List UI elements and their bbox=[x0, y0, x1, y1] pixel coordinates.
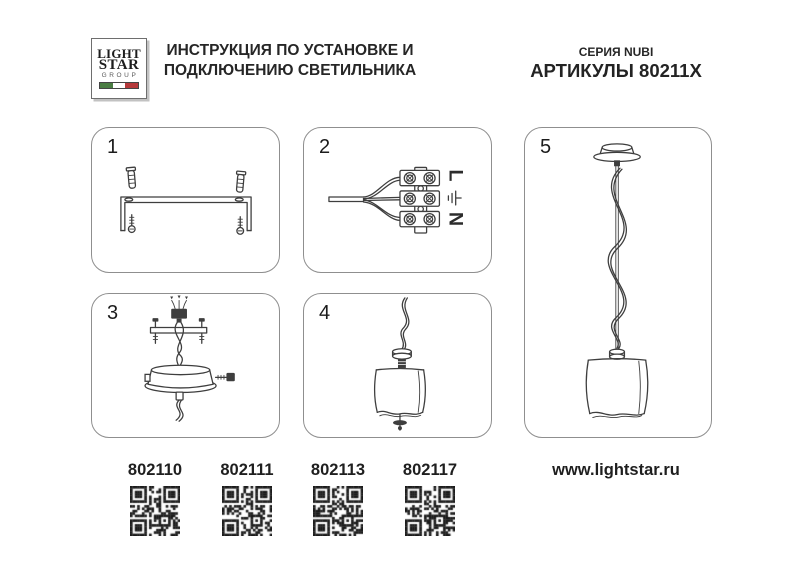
qr-code bbox=[130, 486, 180, 536]
suspension-cable bbox=[608, 166, 626, 349]
terminal-block bbox=[400, 167, 439, 233]
title-line-2: ПОДКЛЮЧЕНИЮ СВЕТИЛЬНИКА bbox=[163, 61, 417, 79]
step-panel-2 bbox=[303, 127, 492, 273]
page-title bbox=[159, 41, 421, 80]
lamp-shade bbox=[586, 359, 648, 418]
wall-anchor-icon bbox=[126, 167, 137, 188]
series-label: СЕРИЯ NUBI bbox=[578, 45, 654, 59]
article-number: 802113 bbox=[310, 461, 366, 479]
canopy-drawing-icon bbox=[92, 294, 279, 437]
step-number: 4 bbox=[319, 302, 331, 324]
articles-label: АРТИКУЛЫ 80211X bbox=[530, 60, 702, 81]
terminal-label-neutral: N bbox=[444, 211, 467, 227]
screw-icon bbox=[237, 217, 244, 234]
step-panel-1 bbox=[91, 127, 280, 273]
article-number: 802110 bbox=[127, 461, 183, 479]
flag-green bbox=[100, 83, 113, 88]
logo-word-group: GROUP bbox=[101, 72, 139, 79]
logo-word-star: STAR bbox=[98, 57, 140, 73]
step-panel-4 bbox=[303, 293, 492, 438]
wiring-drawing-icon bbox=[304, 128, 491, 272]
bracket-drawing-icon bbox=[92, 128, 279, 272]
twisted-wire bbox=[175, 323, 183, 366]
lightstar-logo bbox=[91, 38, 147, 99]
shade-drawing-icon bbox=[304, 294, 491, 437]
mounting-bracket bbox=[121, 197, 251, 231]
logo-word-light: LIGHT bbox=[97, 46, 141, 61]
step-number: 1 bbox=[107, 136, 119, 158]
supply-cable bbox=[329, 177, 400, 220]
step-number: 2 bbox=[319, 136, 331, 158]
step-number: 5 bbox=[540, 136, 552, 158]
product-802113 bbox=[292, 461, 384, 536]
website-url: www.lightstar.ru bbox=[552, 461, 680, 479]
ground-symbol-icon bbox=[448, 191, 461, 205]
flag-red bbox=[125, 83, 138, 88]
step-panel-5 bbox=[524, 127, 712, 438]
connector-with-wires bbox=[170, 295, 188, 322]
pendant-drawing-icon bbox=[525, 128, 711, 437]
article-number: 802117 bbox=[402, 461, 458, 479]
logo-flag-icon bbox=[99, 82, 139, 89]
wall-anchor-icon bbox=[235, 171, 246, 192]
cord-outlet bbox=[176, 392, 183, 421]
product-802117 bbox=[384, 461, 476, 536]
flag-white bbox=[113, 83, 126, 88]
hanging-wire bbox=[401, 298, 409, 349]
lamp-shade bbox=[375, 368, 426, 416]
qr-code bbox=[222, 486, 272, 536]
article-number: 802111 bbox=[220, 461, 274, 479]
ceiling-cup bbox=[145, 365, 235, 392]
collar-ring bbox=[393, 349, 412, 368]
step-panel-3 bbox=[91, 293, 280, 438]
product-802110 bbox=[109, 461, 201, 536]
title-line-1: ИНСТРУКЦИЯ ПО УСТАНОВКЕ И bbox=[166, 42, 414, 59]
qr-code bbox=[405, 486, 455, 536]
screw-icon bbox=[128, 215, 135, 233]
product-802111 bbox=[201, 461, 293, 536]
step-number: 3 bbox=[107, 302, 119, 324]
terminal-label-live: L bbox=[444, 169, 467, 182]
ceiling-canopy bbox=[594, 144, 641, 166]
header-right bbox=[520, 46, 712, 81]
shade-collar bbox=[610, 349, 625, 359]
qr-code bbox=[313, 486, 363, 536]
